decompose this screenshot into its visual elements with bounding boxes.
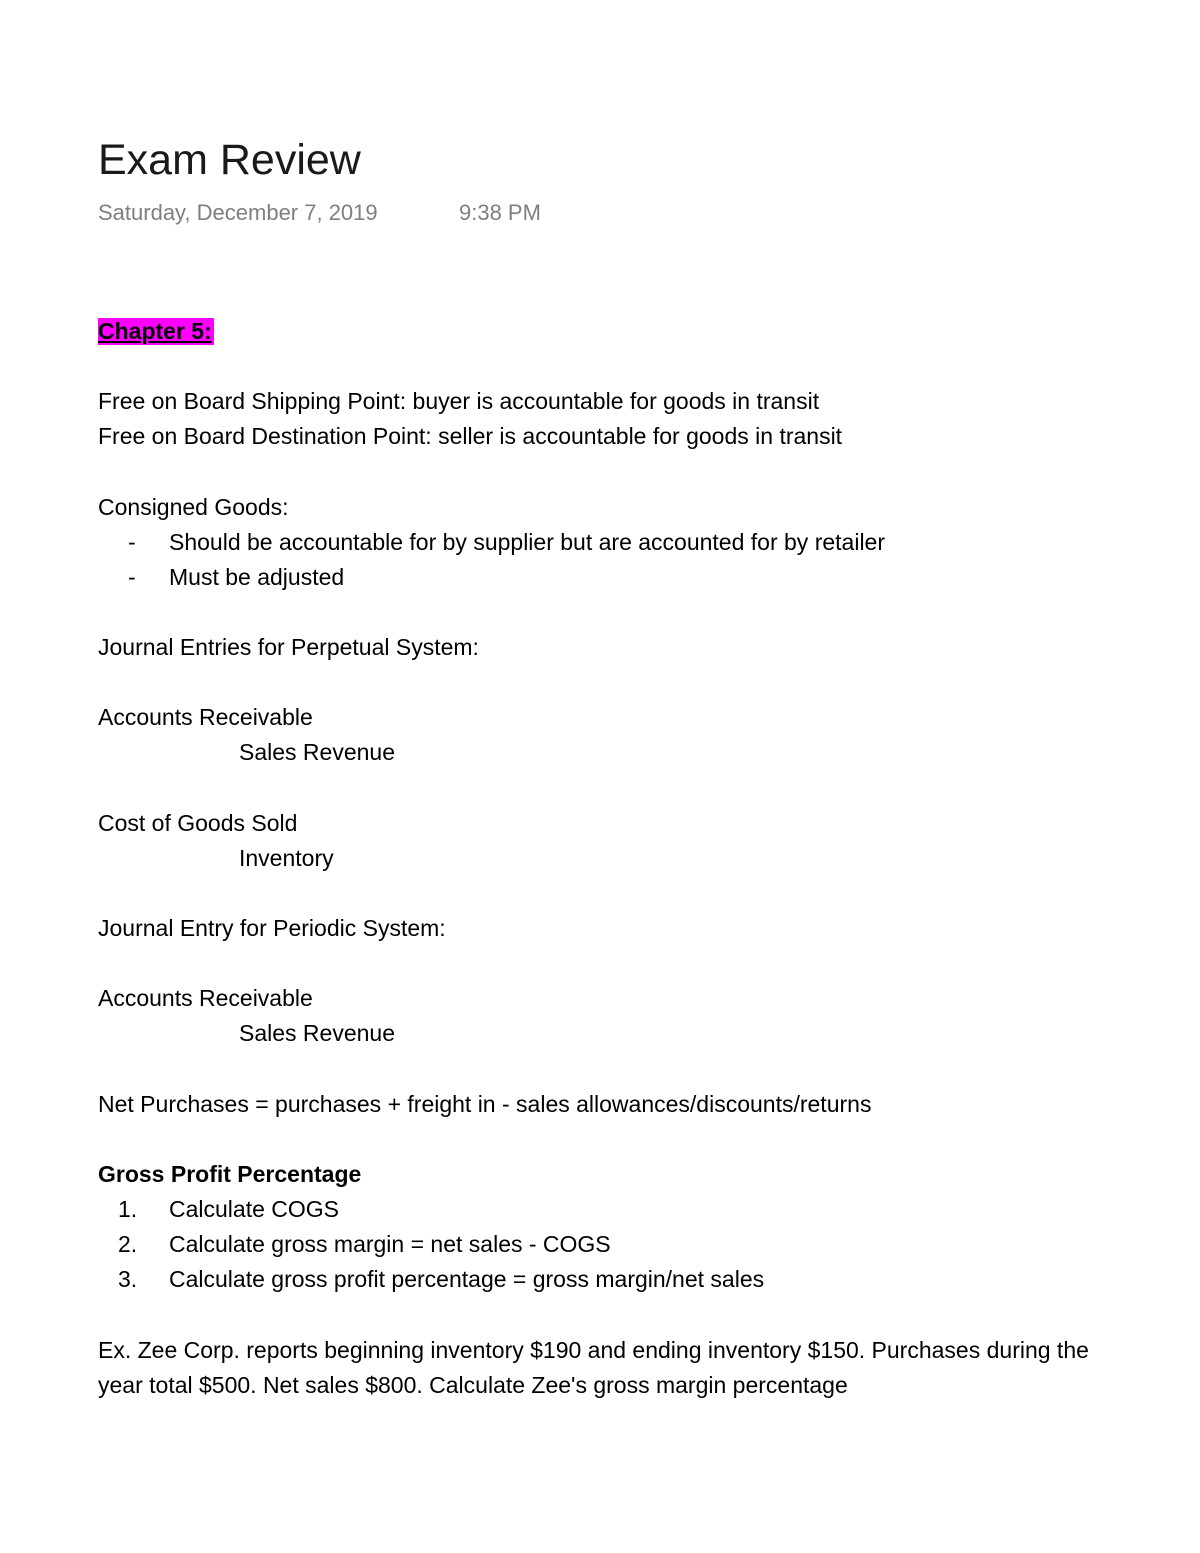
perpetual-heading: Journal Entries for Perpetual System: — [98, 634, 479, 660]
bullet-item: Must be adjusted — [169, 564, 345, 590]
fob-shipping-point: Free on Board Shipping Point: buyer is accountable for goods in transit — [98, 388, 820, 414]
chapter-heading: Chapter 5: — [98, 318, 212, 344]
consigned-goods-heading: Consigned Goods: — [98, 494, 289, 520]
page-time: 9:38 PM — [459, 200, 541, 225]
journal-debit: Cost of Goods Sold — [98, 810, 298, 836]
chapter-heading-line — [98, 316, 214, 346]
bullet-item: Should be accountable for by supplier but are accounted for by retailer — [169, 529, 885, 555]
journal-credit: Sales Revenue — [239, 1020, 395, 1046]
step-text: Calculate gross margin = net sales - COGS — [169, 1231, 611, 1257]
example-line: year total $500. Net sales $800. Calculate Zee's gross margin percentage — [98, 1372, 848, 1398]
journal-debit: Accounts Receivable — [98, 704, 313, 730]
periodic-heading: Journal Entry for Periodic System: — [98, 915, 446, 941]
bullet-marker: - — [128, 564, 136, 590]
journal-credit: Sales Revenue — [239, 739, 395, 765]
step-number: 1. — [118, 1196, 138, 1222]
step-text: Calculate COGS — [169, 1196, 340, 1222]
fob-destination-point: Free on Board Destination Point: seller is accountable for goods in transit — [98, 423, 843, 449]
net-purchases-formula: Net Purchases = purchases + freight in - sales allowances/discounts/returns — [98, 1091, 872, 1117]
step-number: 2. — [118, 1231, 138, 1257]
page-title: Exam Review — [98, 136, 361, 184]
step-number: 3. — [118, 1266, 138, 1292]
journal-credit: Inventory — [239, 845, 334, 871]
bullet-marker: - — [128, 529, 136, 555]
step-text: Calculate gross profit percentage = gross margin/net sales — [169, 1266, 765, 1292]
journal-debit: Accounts Receivable — [98, 985, 313, 1011]
gross-profit-heading: Gross Profit Percentage — [98, 1161, 362, 1187]
page-date: Saturday, December 7, 2019 — [98, 200, 378, 225]
example-line: Ex. Zee Corp. reports beginning inventory $190 and ending inventory $150. Purchases during the — [98, 1337, 1089, 1363]
